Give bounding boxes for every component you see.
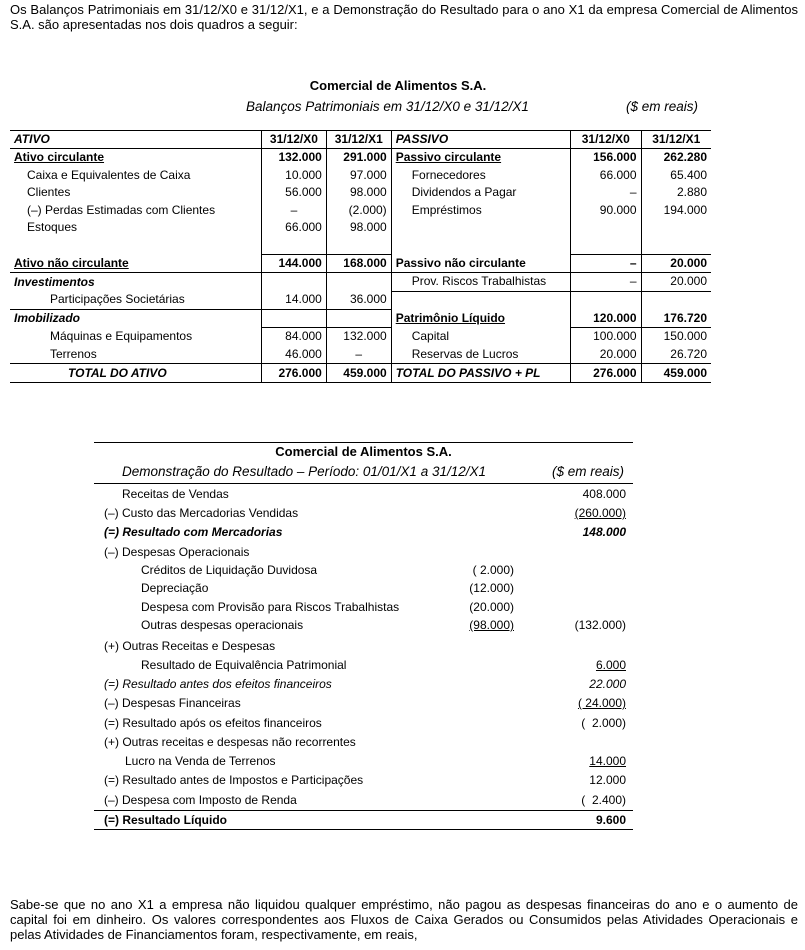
table-row xyxy=(10,184,711,202)
total-passivo-x1: 459.000 xyxy=(641,364,711,383)
row-label: Empréstimos xyxy=(391,202,570,220)
balance-sheet-company: Comercial de Alimentos S.A. xyxy=(309,78,487,93)
row-value: 65.400 xyxy=(641,167,711,185)
dre-line-label: Despesa com Provisão para Riscos Trabalhistas xyxy=(141,600,400,614)
dre-unit: ($ em reais) xyxy=(552,464,625,479)
row-value xyxy=(326,309,391,328)
row-value xyxy=(571,219,641,237)
row-value: 20.000 xyxy=(641,254,711,273)
row-label: Patrimônio Líquido xyxy=(391,309,570,328)
total-ativo-x0: 276.000 xyxy=(262,364,327,383)
row-label: Ativo circulante xyxy=(10,149,262,167)
row-label: Fornecedores xyxy=(391,167,570,185)
dre-line-label: (+) Outras Receitas e Despesas xyxy=(104,639,276,653)
dre-line-label: (–) Custo das Mercadorias Vendidas xyxy=(104,506,299,520)
row-value: (2.000) xyxy=(326,202,391,220)
dre-line-label: (+) Outras receitas e despesas não recorrentes xyxy=(104,735,356,749)
row-value: – xyxy=(326,346,391,364)
row-value: 56.000 xyxy=(262,184,327,202)
dre-line-value: (260.000) xyxy=(574,506,626,520)
dre-line-label: Depreciação xyxy=(141,581,209,595)
dre-line-value: 12.000 xyxy=(589,773,626,787)
row-label: Prov. Riscos Trabalhistas xyxy=(391,273,570,292)
table-row xyxy=(10,346,711,364)
dre-result-bottom-rule xyxy=(94,829,633,830)
balance-sheet-unit: ($ em reais) xyxy=(626,99,699,114)
row-value xyxy=(641,291,711,309)
row-value xyxy=(326,273,391,292)
row-value: 97.000 xyxy=(326,167,391,185)
header-ativo-x1: 31/12/X1 xyxy=(326,131,391,149)
header-passivo-x0: 31/12/X0 xyxy=(571,131,641,149)
row-value: 46.000 xyxy=(262,346,327,364)
dre-line-value: 14.000 xyxy=(589,754,626,768)
row-value: – xyxy=(571,254,641,273)
row-label: Imobilizado xyxy=(10,309,262,328)
dre-line-value: 22.000 xyxy=(589,677,626,691)
row-value: 66.000 xyxy=(262,219,327,237)
row-label: Passivo circulante xyxy=(391,149,570,167)
dre-line-label: (–) Despesas Financeiras xyxy=(104,696,241,710)
row-value: 20.000 xyxy=(571,346,641,364)
row-value: 98.000 xyxy=(326,219,391,237)
dre-subtitle: Demonstração do Resultado – Período: 01/01/X1 a 31/12/X1 xyxy=(122,464,486,479)
row-label: Investimentos xyxy=(10,273,262,292)
balance-sheet-table xyxy=(10,130,711,383)
dre-line-label: (=) Resultado após os efeitos financeiros xyxy=(104,716,322,730)
row-value: 98.000 xyxy=(326,184,391,202)
dre-line-value: 148.000 xyxy=(582,525,626,539)
row-value: 144.000 xyxy=(262,254,327,273)
row-value: 168.000 xyxy=(326,254,391,273)
dre-line-value: 9.600 xyxy=(595,813,626,827)
row-value: – xyxy=(571,273,641,292)
table-row xyxy=(10,149,711,167)
dre-line-value: ( 2.000) xyxy=(581,716,626,730)
row-value: 262.280 xyxy=(641,149,711,167)
table-row xyxy=(10,167,711,185)
dre-line-label: Receitas de Vendas xyxy=(122,487,229,501)
row-label: Estoques xyxy=(27,220,78,235)
total-ativo-x1: 459.000 xyxy=(326,364,391,383)
row-label: (–) Perdas Estimadas com Clientes xyxy=(27,202,216,217)
table-row xyxy=(10,254,711,273)
total-row xyxy=(10,364,711,383)
row-label: Terrenos xyxy=(50,346,97,361)
row-value: 36.000 xyxy=(326,291,391,309)
row-label xyxy=(391,219,570,237)
table-row xyxy=(10,309,711,328)
row-value xyxy=(262,273,327,292)
row-value xyxy=(262,309,327,328)
dre-line-label: (=) Resultado com Mercadorias xyxy=(104,525,283,539)
dre-line-label: Outras despesas operacionais xyxy=(141,618,304,632)
row-value: 132.000 xyxy=(326,328,391,346)
row-label: Capital xyxy=(391,328,570,346)
dre-line-label: (=) Resultado antes dos efeitos financeiros xyxy=(104,677,332,691)
row-label: Clientes xyxy=(27,185,71,200)
balance-sheet-subtitle: Balanços Patrimoniais em 31/12/X0 e 31/12/X1 xyxy=(246,99,529,114)
row-value: 194.000 xyxy=(641,202,711,220)
total-passivo-label: TOTAL DO PASSIVO + PL xyxy=(391,364,570,383)
row-value: 132.000 xyxy=(262,149,327,167)
row-value: 26.720 xyxy=(641,346,711,364)
row-value: – xyxy=(571,184,641,202)
row-value: 84.000 xyxy=(262,328,327,346)
table-row xyxy=(10,202,711,220)
table-row xyxy=(10,291,711,309)
balance-sheet-header xyxy=(10,131,711,149)
row-value: 176.720 xyxy=(641,309,711,328)
dre-line-label: (–) Despesas Operacionais xyxy=(104,545,250,559)
dre-line-value: ( 2.400) xyxy=(581,793,626,807)
row-value: – xyxy=(262,202,327,220)
row-value: 20.000 xyxy=(641,273,711,292)
dre-line-label: Lucro na Venda de Terrenos xyxy=(125,754,276,768)
dre-line-subvalue: (98.000) xyxy=(469,618,514,632)
dre-company: Comercial de Alimentos S.A. xyxy=(275,444,452,459)
row-value: 2.880 xyxy=(641,184,711,202)
row-value: 120.000 xyxy=(571,309,641,328)
table-row xyxy=(10,328,711,346)
dre-top-rule xyxy=(94,442,633,443)
row-label: Ativo não circulante xyxy=(14,255,129,270)
row-value: 291.000 xyxy=(326,149,391,167)
header-ativo: ATIVO xyxy=(10,131,262,149)
dre-line-value: 6.000 xyxy=(595,658,626,672)
row-value: 90.000 xyxy=(571,202,641,220)
spacer-row xyxy=(10,237,711,255)
total-passivo-x0: 276.000 xyxy=(571,364,641,383)
row-label xyxy=(391,291,570,309)
dre-line-label: (–) Despesa com Imposto de Renda xyxy=(104,793,297,807)
dre-line-label: (=) Resultado Líquido xyxy=(104,813,227,827)
total-ativo-label: TOTAL DO ATIVO xyxy=(10,364,262,383)
row-label: Máquinas e Equipamentos xyxy=(50,329,193,343)
dre-header-rule xyxy=(94,483,633,484)
closing-paragraph: Sabe-se que no ano X1 a empresa não liquidou qualquer empréstimo, não pagou as despesas financeiras do ano e o aumento de capital foi em dinheiro. Os valores correspondentes aos Fluxos de Caixa Gerados ou Consumidos pelas Atividades Operacionais e pelas Atividades de Financiamentos foram, respectivamente, em reais, xyxy=(10,897,798,942)
row-value xyxy=(571,291,641,309)
row-label: Caixa e Equivalentes de Caixa xyxy=(27,167,191,182)
dre-line-subvalue: (12.000) xyxy=(469,581,514,595)
header-passivo: PASSIVO xyxy=(391,131,570,149)
intro-paragraph: Os Balanços Patrimoniais em 31/12/X0 e 31/12/X1, e a Demonstração do Resultado para o ano X1 da empresa Comercial de Alimentos S.A. são apresentadas nos dois quadros a seguir: xyxy=(10,2,798,32)
row-value: 10.000 xyxy=(262,167,327,185)
header-passivo-x1: 31/12/X1 xyxy=(641,131,711,149)
row-label: Participações Societárias xyxy=(50,292,185,307)
dre-line-label: Resultado de Equivalência Patrimonial xyxy=(141,658,347,672)
row-value: 156.000 xyxy=(571,149,641,167)
row-value: 66.000 xyxy=(571,167,641,185)
row-value: 14.000 xyxy=(262,291,327,309)
row-label: Passivo não circulante xyxy=(391,254,570,273)
header-ativo-x0: 31/12/X0 xyxy=(262,131,327,149)
dre-line-subvalue: (20.000) xyxy=(469,600,514,614)
dre-line-label: (=) Resultado antes de Impostos e Participações xyxy=(104,773,364,787)
row-value xyxy=(641,219,711,237)
table-row xyxy=(10,219,711,237)
row-value: 100.000 xyxy=(571,328,641,346)
dre-line-value: 408.000 xyxy=(582,487,626,501)
row-label: Reservas de Lucros xyxy=(391,346,570,364)
dre-line-value: (132.000) xyxy=(574,618,626,632)
dre-line-label: Créditos de Liquidação Duvidosa xyxy=(141,563,318,577)
dre-line-value: ( 24.000) xyxy=(577,696,626,710)
row-value: 150.000 xyxy=(641,328,711,346)
table-row xyxy=(10,273,711,292)
dre-result-top-rule xyxy=(94,810,633,811)
row-label: Dividendos a Pagar xyxy=(391,184,570,202)
dre-line-subvalue: ( 2.000) xyxy=(472,563,514,577)
